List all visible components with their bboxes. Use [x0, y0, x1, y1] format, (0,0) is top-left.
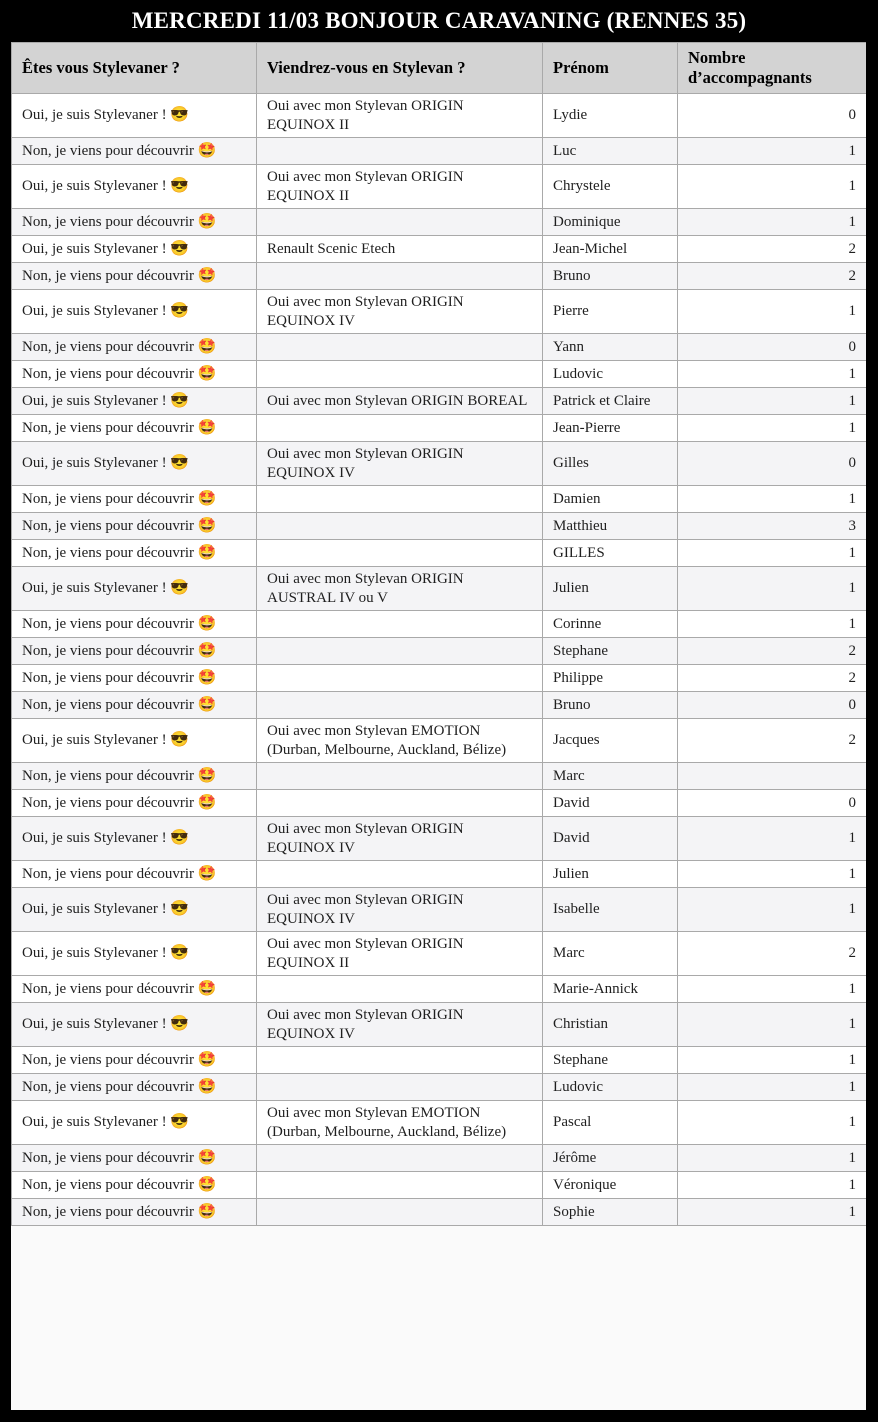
table-row: [12, 442, 867, 486]
column-header-prenom: Prénom: [543, 43, 678, 94]
cell-accompagnants: 1: [678, 861, 867, 888]
cell-stylevan: [257, 209, 543, 236]
cell-accompagnants: 2: [678, 236, 867, 263]
table-row: [12, 513, 867, 540]
cell-accompagnants: 1: [678, 1074, 867, 1101]
cell-stylevaner: Non, je viens pour découvrir 🤩: [12, 976, 257, 1003]
cell-stylevan: Oui avec mon Stylevan ORIGIN AUSTRAL IV ou V: [257, 567, 543, 611]
cell-prenom: Ludovic: [543, 1074, 678, 1101]
table-row: [12, 94, 867, 138]
cell-prenom: Ludovic: [543, 361, 678, 388]
cell-prenom: Dominique: [543, 209, 678, 236]
table-row: [12, 790, 867, 817]
cell-stylevan: Oui avec mon Stylevan ORIGIN EQUINOX II: [257, 94, 543, 138]
table-body: [12, 94, 867, 1226]
cell-stylevaner: Non, je viens pour découvrir 🤩: [12, 540, 257, 567]
cell-stylevan: [257, 638, 543, 665]
cell-accompagnants: 0: [678, 790, 867, 817]
cell-stylevan: [257, 1047, 543, 1074]
cell-stylevan: [257, 976, 543, 1003]
table-row: [12, 1074, 867, 1101]
cell-accompagnants: 1: [678, 611, 867, 638]
cell-prenom: Bruno: [543, 692, 678, 719]
cell-prenom: Jean-Pierre: [543, 415, 678, 442]
cell-prenom: Marc: [543, 763, 678, 790]
table-row: [12, 567, 867, 611]
cell-stylevaner: Non, je viens pour découvrir 🤩: [12, 638, 257, 665]
cell-accompagnants: 0: [678, 94, 867, 138]
cell-prenom: Julien: [543, 861, 678, 888]
cell-prenom: Patrick et Claire: [543, 388, 678, 415]
cell-prenom: Bruno: [543, 263, 678, 290]
table-row: [12, 486, 867, 513]
cell-stylevaner: Non, je viens pour découvrir 🤩: [12, 1172, 257, 1199]
cell-stylevan: [257, 763, 543, 790]
cell-accompagnants: 1: [678, 1047, 867, 1074]
cell-stylevan: [257, 540, 543, 567]
cell-accompagnants: 1: [678, 1101, 867, 1145]
cell-stylevaner: Oui, je suis Stylevaner ! 😎: [12, 932, 257, 976]
cell-stylevan: Renault Scenic Etech: [257, 236, 543, 263]
cell-stylevaner: Non, je viens pour découvrir 🤩: [12, 486, 257, 513]
attendance-table: [11, 42, 866, 1226]
table-row: [12, 165, 867, 209]
cell-stylevan: Oui avec mon Stylevan ORIGIN EQUINOX IV: [257, 1003, 543, 1047]
cell-prenom: Matthieu: [543, 513, 678, 540]
cell-stylevaner: Non, je viens pour découvrir 🤩: [12, 763, 257, 790]
page-title: MERCREDI 11/03 BONJOUR CARAVANING (RENNES 35): [131, 8, 747, 33]
cell-prenom: Isabelle: [543, 888, 678, 932]
cell-stylevaner: Oui, je suis Stylevaner ! 😎: [12, 817, 257, 861]
cell-prenom: Pascal: [543, 1101, 678, 1145]
cell-prenom: Stephane: [543, 1047, 678, 1074]
cell-accompagnants: 1: [678, 388, 867, 415]
cell-stylevan: Oui avec mon Stylevan ORIGIN EQUINOX IV: [257, 442, 543, 486]
cell-stylevan: [257, 361, 543, 388]
table-header: [12, 43, 867, 94]
cell-stylevan: [257, 513, 543, 540]
cell-stylevaner: Non, je viens pour découvrir 🤩: [12, 790, 257, 817]
table-row: [12, 665, 867, 692]
table-row: [12, 1172, 867, 1199]
cell-stylevan: [257, 611, 543, 638]
cell-prenom: David: [543, 817, 678, 861]
column-header-accompagnants: Nombre d’accompagnants: [678, 43, 867, 94]
table-container: [11, 42, 866, 1410]
cell-prenom: Julien: [543, 567, 678, 611]
table-row: [12, 932, 867, 976]
cell-stylevaner: Non, je viens pour découvrir 🤩: [12, 1047, 257, 1074]
cell-stylevan: [257, 1145, 543, 1172]
table-row: [12, 540, 867, 567]
cell-stylevan: [257, 1074, 543, 1101]
table-row: [12, 1199, 867, 1226]
cell-stylevaner: Non, je viens pour découvrir 🤩: [12, 209, 257, 236]
cell-prenom: Philippe: [543, 665, 678, 692]
cell-accompagnants: 0: [678, 334, 867, 361]
cell-stylevaner: Non, je viens pour découvrir 🤩: [12, 1199, 257, 1226]
cell-prenom: Pierre: [543, 290, 678, 334]
cell-accompagnants: [678, 763, 867, 790]
cell-prenom: GILLES: [543, 540, 678, 567]
table-row: [12, 611, 867, 638]
cell-stylevan: Oui avec mon Stylevan EMOTION (Durban, Melbourne, Auckland, Bélize): [257, 719, 543, 763]
cell-stylevan: [257, 1199, 543, 1226]
cell-stylevaner: Non, je viens pour découvrir 🤩: [12, 415, 257, 442]
cell-stylevaner: Oui, je suis Stylevaner ! 😎: [12, 1003, 257, 1047]
column-header-stylevaner: Êtes vous Stylevaner ?: [12, 43, 257, 94]
cell-prenom: Marie-Annick: [543, 976, 678, 1003]
cell-stylevaner: Oui, je suis Stylevaner ! 😎: [12, 165, 257, 209]
cell-accompagnants: 1: [678, 361, 867, 388]
cell-accompagnants: 2: [678, 932, 867, 976]
cell-stylevaner: Non, je viens pour découvrir 🤩: [12, 513, 257, 540]
cell-stylevaner: Non, je viens pour découvrir 🤩: [12, 361, 257, 388]
table-row: [12, 861, 867, 888]
cell-stylevaner: Oui, je suis Stylevaner ! 😎: [12, 442, 257, 486]
table-row: [12, 334, 867, 361]
cell-stylevan: [257, 692, 543, 719]
cell-prenom: Lydie: [543, 94, 678, 138]
cell-stylevan: Oui avec mon Stylevan EMOTION (Durban, Melbourne, Auckland, Bélize): [257, 1101, 543, 1145]
cell-accompagnants: 1: [678, 817, 867, 861]
cell-prenom: Yann: [543, 334, 678, 361]
table-row: [12, 290, 867, 334]
cell-stylevan: [257, 334, 543, 361]
cell-prenom: Sophie: [543, 1199, 678, 1226]
cell-prenom: Luc: [543, 138, 678, 165]
table-row: [12, 638, 867, 665]
cell-stylevaner: Non, je viens pour découvrir 🤩: [12, 334, 257, 361]
cell-stylevan: Oui avec mon Stylevan ORIGIN EQUINOX II: [257, 165, 543, 209]
table-row: [12, 138, 867, 165]
cell-accompagnants: 1: [678, 486, 867, 513]
cell-accompagnants: 1: [678, 1145, 867, 1172]
table-row: [12, 692, 867, 719]
cell-accompagnants: 1: [678, 138, 867, 165]
cell-stylevaner: Non, je viens pour découvrir 🤩: [12, 692, 257, 719]
table-row: [12, 1145, 867, 1172]
cell-stylevaner: Oui, je suis Stylevaner ! 😎: [12, 1101, 257, 1145]
cell-prenom: Damien: [543, 486, 678, 513]
cell-stylevaner: Non, je viens pour découvrir 🤩: [12, 1074, 257, 1101]
cell-prenom: Chrystele: [543, 165, 678, 209]
cell-stylevaner: Non, je viens pour découvrir 🤩: [12, 1145, 257, 1172]
cell-prenom: Jean-Michel: [543, 236, 678, 263]
cell-prenom: Stephane: [543, 638, 678, 665]
cell-accompagnants: 2: [678, 263, 867, 290]
cell-accompagnants: 1: [678, 165, 867, 209]
cell-stylevaner: Oui, je suis Stylevaner ! 😎: [12, 388, 257, 415]
cell-stylevan: [257, 415, 543, 442]
cell-accompagnants: 1: [678, 415, 867, 442]
cell-accompagnants: 0: [678, 692, 867, 719]
cell-stylevaner: Non, je viens pour découvrir 🤩: [12, 611, 257, 638]
cell-stylevaner: Non, je viens pour découvrir 🤩: [12, 665, 257, 692]
cell-stylevan: [257, 138, 543, 165]
cell-prenom: Véronique: [543, 1172, 678, 1199]
cell-accompagnants: 1: [678, 1199, 867, 1226]
table-row: [12, 719, 867, 763]
cell-accompagnants: 0: [678, 442, 867, 486]
cell-accompagnants: 1: [678, 540, 867, 567]
cell-stylevan: [257, 861, 543, 888]
cell-stylevan: Oui avec mon Stylevan ORIGIN BOREAL: [257, 388, 543, 415]
cell-stylevan: [257, 263, 543, 290]
table-row: [12, 1003, 867, 1047]
cell-stylevaner: Non, je viens pour découvrir 🤩: [12, 861, 257, 888]
table-row: [12, 1101, 867, 1145]
cell-accompagnants: 3: [678, 513, 867, 540]
cell-stylevaner: Non, je viens pour découvrir 🤩: [12, 263, 257, 290]
cell-stylevan: [257, 486, 543, 513]
table-row: [12, 388, 867, 415]
cell-accompagnants: 2: [678, 638, 867, 665]
table-row: [12, 763, 867, 790]
table-row: [12, 1047, 867, 1074]
table-row: [12, 236, 867, 263]
cell-stylevan: [257, 790, 543, 817]
table-row: [12, 263, 867, 290]
cell-accompagnants: 1: [678, 888, 867, 932]
table-row: [12, 888, 867, 932]
cell-accompagnants: 1: [678, 976, 867, 1003]
cell-accompagnants: 1: [678, 1172, 867, 1199]
table-row: [12, 361, 867, 388]
cell-stylevan: [257, 665, 543, 692]
cell-stylevan: Oui avec mon Stylevan ORIGIN EQUINOX II: [257, 932, 543, 976]
cell-accompagnants: 1: [678, 567, 867, 611]
cell-prenom: Christian: [543, 1003, 678, 1047]
cell-stylevaner: Oui, je suis Stylevaner ! 😎: [12, 94, 257, 138]
cell-prenom: Gilles: [543, 442, 678, 486]
cell-stylevaner: Non, je viens pour découvrir 🤩: [12, 138, 257, 165]
cell-stylevaner: Oui, je suis Stylevaner ! 😎: [12, 719, 257, 763]
cell-prenom: Corinne: [543, 611, 678, 638]
cell-prenom: Marc: [543, 932, 678, 976]
cell-prenom: Jacques: [543, 719, 678, 763]
cell-stylevaner: Oui, je suis Stylevaner ! 😎: [12, 290, 257, 334]
cell-accompagnants: 1: [678, 290, 867, 334]
cell-stylevaner: Oui, je suis Stylevaner ! 😎: [12, 236, 257, 263]
cell-stylevan: Oui avec mon Stylevan ORIGIN EQUINOX IV: [257, 817, 543, 861]
table-row: [12, 415, 867, 442]
column-header-stylevan: Viendrez-vous en Stylevan ?: [257, 43, 543, 94]
cell-stylevaner: Oui, je suis Stylevaner ! 😎: [12, 888, 257, 932]
cell-stylevan: Oui avec mon Stylevan ORIGIN EQUINOX IV: [257, 290, 543, 334]
cell-prenom: David: [543, 790, 678, 817]
cell-accompagnants: 2: [678, 665, 867, 692]
table-row: [12, 209, 867, 236]
cell-accompagnants: 1: [678, 1003, 867, 1047]
cell-accompagnants: 1: [678, 209, 867, 236]
table-row: [12, 976, 867, 1003]
cell-stylevaner: Oui, je suis Stylevaner ! 😎: [12, 567, 257, 611]
cell-stylevan: Oui avec mon Stylevan ORIGIN EQUINOX IV: [257, 888, 543, 932]
cell-stylevan: [257, 1172, 543, 1199]
cell-accompagnants: 2: [678, 719, 867, 763]
table-row: [12, 817, 867, 861]
header-row: [12, 43, 867, 94]
cell-prenom: Jérôme: [543, 1145, 678, 1172]
